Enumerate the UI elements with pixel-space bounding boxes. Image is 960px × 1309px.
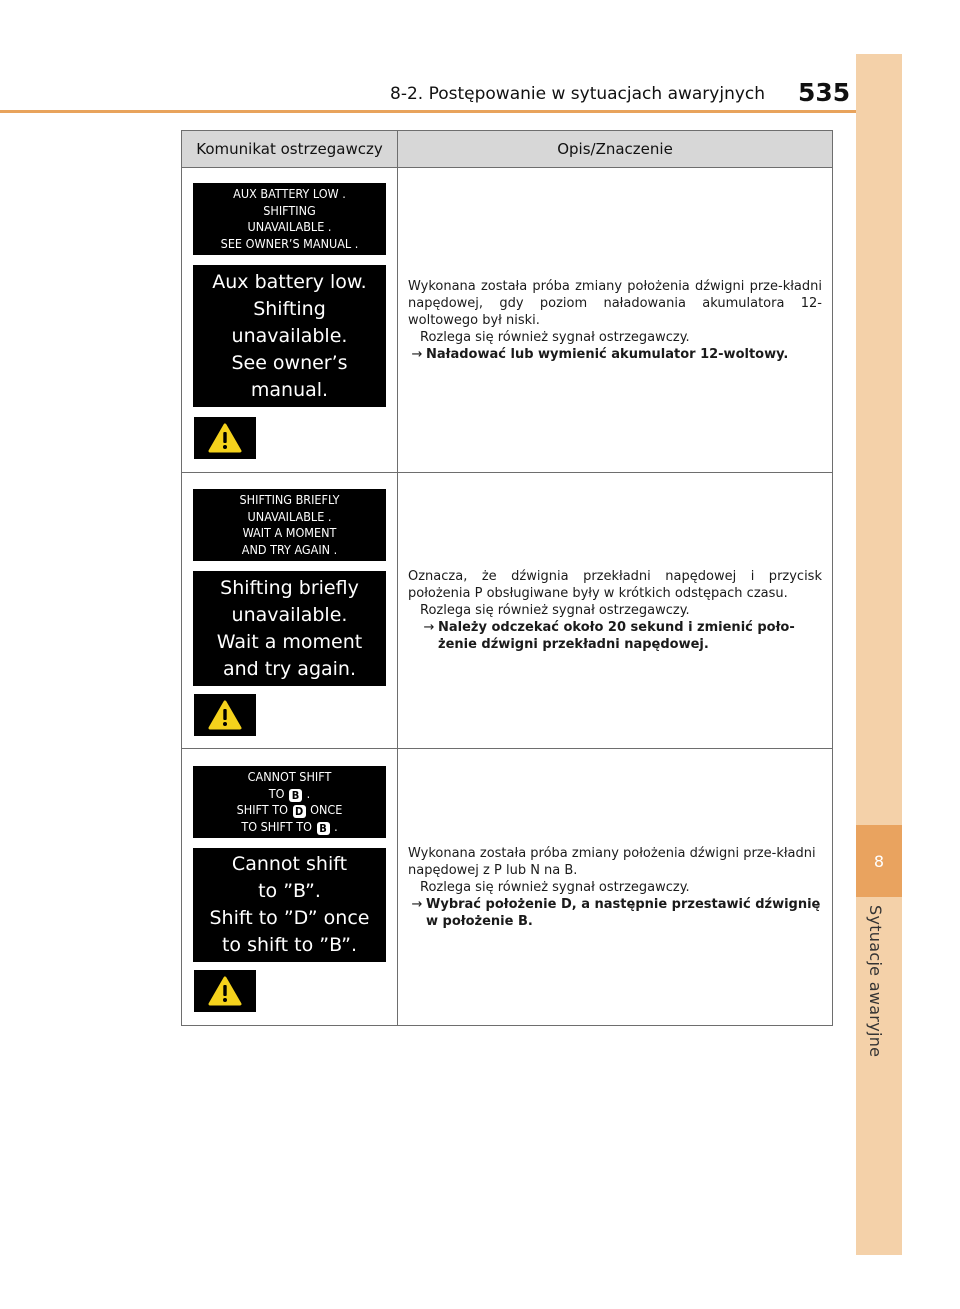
warning-triangle-icon [208, 976, 242, 1006]
side-tab [856, 54, 902, 1255]
large-display: Aux battery low. Shifting unavailable. See owner’s manual. [193, 265, 386, 407]
section-title: 8-2. Postępowanie w sytuacjach awaryjnych [390, 84, 766, 104]
meaning-cell: Oznacza, że dźwignia przekładni napędowej i przycisk położenia P obsługiwane były w krótkich odstępach czasu. Rozlega się również sygnał ostrzegawczy. → Należy odczekać około 20 sekund i zmienić poło-żenie dźwigni przekładni napędowej. [398, 473, 833, 749]
side-tab-label: Sytuacje awaryjne [866, 905, 885, 1058]
table-header-row [182, 131, 833, 168]
table-row [182, 749, 833, 1026]
warning-triangle-icon [208, 423, 242, 453]
warning-light [194, 417, 256, 459]
b-gear-badge-icon: B [317, 822, 330, 835]
action-item: → Wybrać położenie D, a następnie przestawić dźwignię w położenie B. [408, 896, 822, 930]
arrow-icon: → [411, 896, 423, 912]
action-item: → Naładować lub wymienić akumulator 12-woltowy. [408, 346, 822, 363]
arrow-icon: → [411, 346, 423, 362]
meaning-cell: Wykonana została próba zmiany położenia dźwigni prze-kładni napędowej z P lub N na B. Rozlega się również sygnał ostrzegawczy. → Wybrać położenie D, a następnie przestawić dźwignię w położenie B. [398, 749, 833, 1026]
arrow-icon: → [423, 620, 435, 635]
col-header-meaning: Opis/Znaczenie [398, 131, 833, 168]
meaning-cell: Wykonana została próba zmiany położenia dźwigni prze-kładni napędowej, gdy poziom naładowania akumulatora 12-woltowego był niski. Rozlega się również sygnał ostrzegawczy. → Naładować lub wymienić akumulator 12-woltowy. [398, 168, 833, 473]
header-rule [0, 110, 856, 113]
table-row [182, 473, 833, 749]
b-gear-badge-icon: B [289, 789, 302, 802]
warning-table [181, 130, 833, 1026]
page-header [0, 0, 960, 112]
small-display: AUX BATTERY LOW . SHIFTING UNAVAILABLE . SEE OWNER’S MANUAL . [193, 183, 386, 255]
d-gear-badge-icon: D [293, 805, 306, 818]
action-item: → Należy odczekać około 20 sekund i zmienić poło-żenie dźwigni przekładni napędowej. [408, 619, 822, 653]
col-header-message: Komunikat ostrzegawczy [182, 131, 398, 168]
warning-light [194, 970, 256, 1012]
large-display: Shifting briefly unavailable. Wait a moment and try again. [193, 571, 386, 686]
table-row [182, 168, 833, 473]
page-number: 535 [798, 78, 851, 107]
small-display: SHIFTING BRIEFLY UNAVAILABLE . WAIT A MOMENT AND TRY AGAIN . [193, 489, 386, 561]
side-tab-number: 8 [856, 825, 902, 897]
message-cell [182, 473, 398, 749]
warning-triangle-icon [208, 700, 242, 730]
small-display: CANNOT SHIFT TO B . SHIFT TO D ONCE TO SHIFT TO B . [193, 766, 386, 838]
warning-light [194, 694, 256, 736]
large-display: Cannot shift to ”B”. Shift to ”D” once to shift to ”B”. [193, 848, 386, 962]
message-cell [182, 168, 398, 473]
message-cell [182, 749, 398, 1026]
